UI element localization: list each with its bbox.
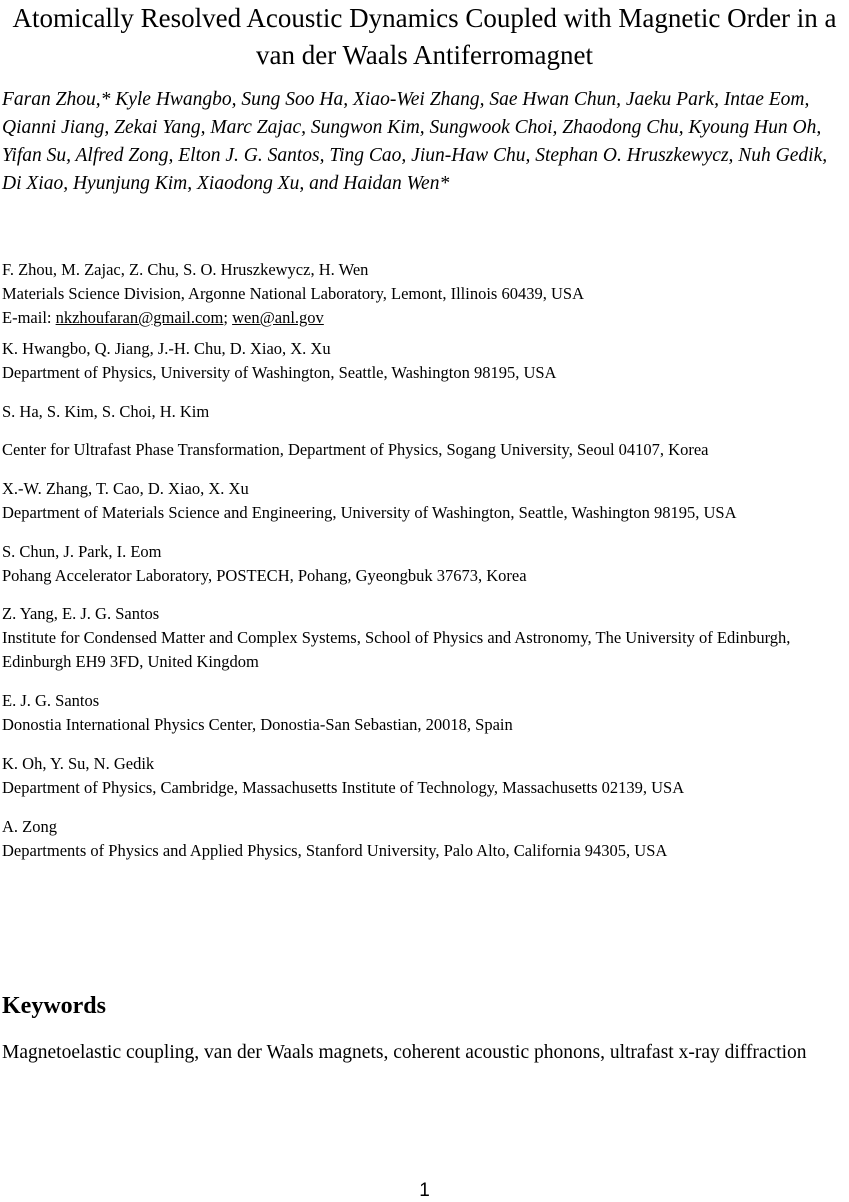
affiliation-names: Z. Yang, E. J. G. Santos xyxy=(2,604,160,623)
affiliation-institution: Department of Physics, University of Washington, Seattle, Washington 98195, USA xyxy=(2,363,557,382)
affiliation-block xyxy=(2,540,847,588)
email-line xyxy=(2,306,847,330)
affiliation-block xyxy=(2,477,847,525)
email-label: E-mail: xyxy=(2,308,52,327)
affiliation-names: F. Zhou, M. Zajac, Z. Chu, S. O. Hruszkewycz, H. Wen xyxy=(2,260,369,279)
affiliation-institution: Pohang Accelerator Laboratory, POSTECH, Pohang, Gyeongbuk 37673, Korea xyxy=(2,566,527,585)
affiliation-names: S. Ha, S. Kim, S. Choi, H. Kim xyxy=(2,402,210,421)
affiliation-block xyxy=(2,337,847,385)
affiliation-institution: Center for Ultrafast Phase Transformation, Department of Physics, Sogang University, Seoul 04107, Korea xyxy=(2,440,709,459)
affiliation-names: K. Oh, Y. Su, N. Gedik xyxy=(2,754,155,773)
affiliation-institution: Materials Science Division, Argonne National Laboratory, Lemont, Illinois 60439, USA xyxy=(2,284,584,303)
paper-title: Atomically Resolved Acoustic Dynamics Coupled with Magnetic Order in a van der Waals Antiferromagnet xyxy=(12,3,837,70)
author-list: Faran Zhou,* Kyle Hwangbo, Sung Soo Ha, Xiao-Wei Zhang, Sae Hwan Chun, Jaeku Park, Intae Eom, Qianni Jiang, Zekai Yang, Marc Zajac, Sungwon Kim, Sungwook Choi, Zhaodong Chu, Kyoung Hun Oh, Yifan Su, Alfred Zong, Elton J. G. Santos, Ting Cao, Jiun-Haw Chu, Stephan O. Hruszkewycz, Nuh Gedik, Di Xiao, Hyunjung Kim, Xiaodong Xu, and Haidan Wen* xyxy=(2,89,828,194)
affiliation-block xyxy=(2,602,847,674)
affiliation-institution: Institute for Condensed Matter and Complex Systems, School of Physics and Astronomy, The University of Edinburgh, Edinburgh EH9 3FD, United Kingdom xyxy=(2,628,791,671)
affiliation-block xyxy=(2,258,847,330)
email-link-secondary[interactable]: wen@anl.gov xyxy=(232,308,324,327)
affiliation-names: E. J. G. Santos xyxy=(2,691,100,710)
affiliation-block xyxy=(2,689,847,737)
affiliation-names: K. Hwangbo, Q. Jiang, J.-H. Chu, D. Xiao, X. Xu xyxy=(2,339,331,358)
affiliation-institution: Department of Physics, Cambridge, Massachusetts Institute of Technology, Massachusetts 02139, USA xyxy=(2,778,685,797)
affiliation-names: X.-W. Zhang, T. Cao, D. Xiao, X. Xu xyxy=(2,479,249,498)
affiliation-institution: Departments of Physics and Applied Physics, Stanford University, Palo Alto, California 94305, USA xyxy=(2,841,668,860)
page-number: 1 xyxy=(419,1180,430,1201)
affiliation-block xyxy=(2,400,847,462)
email-separator: ; xyxy=(223,308,228,327)
affiliation-block xyxy=(2,752,847,800)
keywords-text: Magnetoelastic coupling, van der Waals magnets, coherent acoustic phonons, ultrafast x-ray diffraction xyxy=(2,1042,807,1063)
affiliation-institution: Donostia International Physics Center, Donostia-San Sebastian, 20018, Spain xyxy=(2,715,513,734)
email-link-primary[interactable]: nkzhoufaran@gmail.com xyxy=(55,308,224,327)
keywords-heading: Keywords xyxy=(2,993,106,1019)
affiliation-names: A. Zong xyxy=(2,817,57,836)
affiliation-institution: Department of Materials Science and Engineering, University of Washington, Seattle, Washington 98195, USA xyxy=(2,503,737,522)
affiliation-names: S. Chun, J. Park, I. Eom xyxy=(2,542,162,561)
affiliation-block xyxy=(2,815,847,863)
